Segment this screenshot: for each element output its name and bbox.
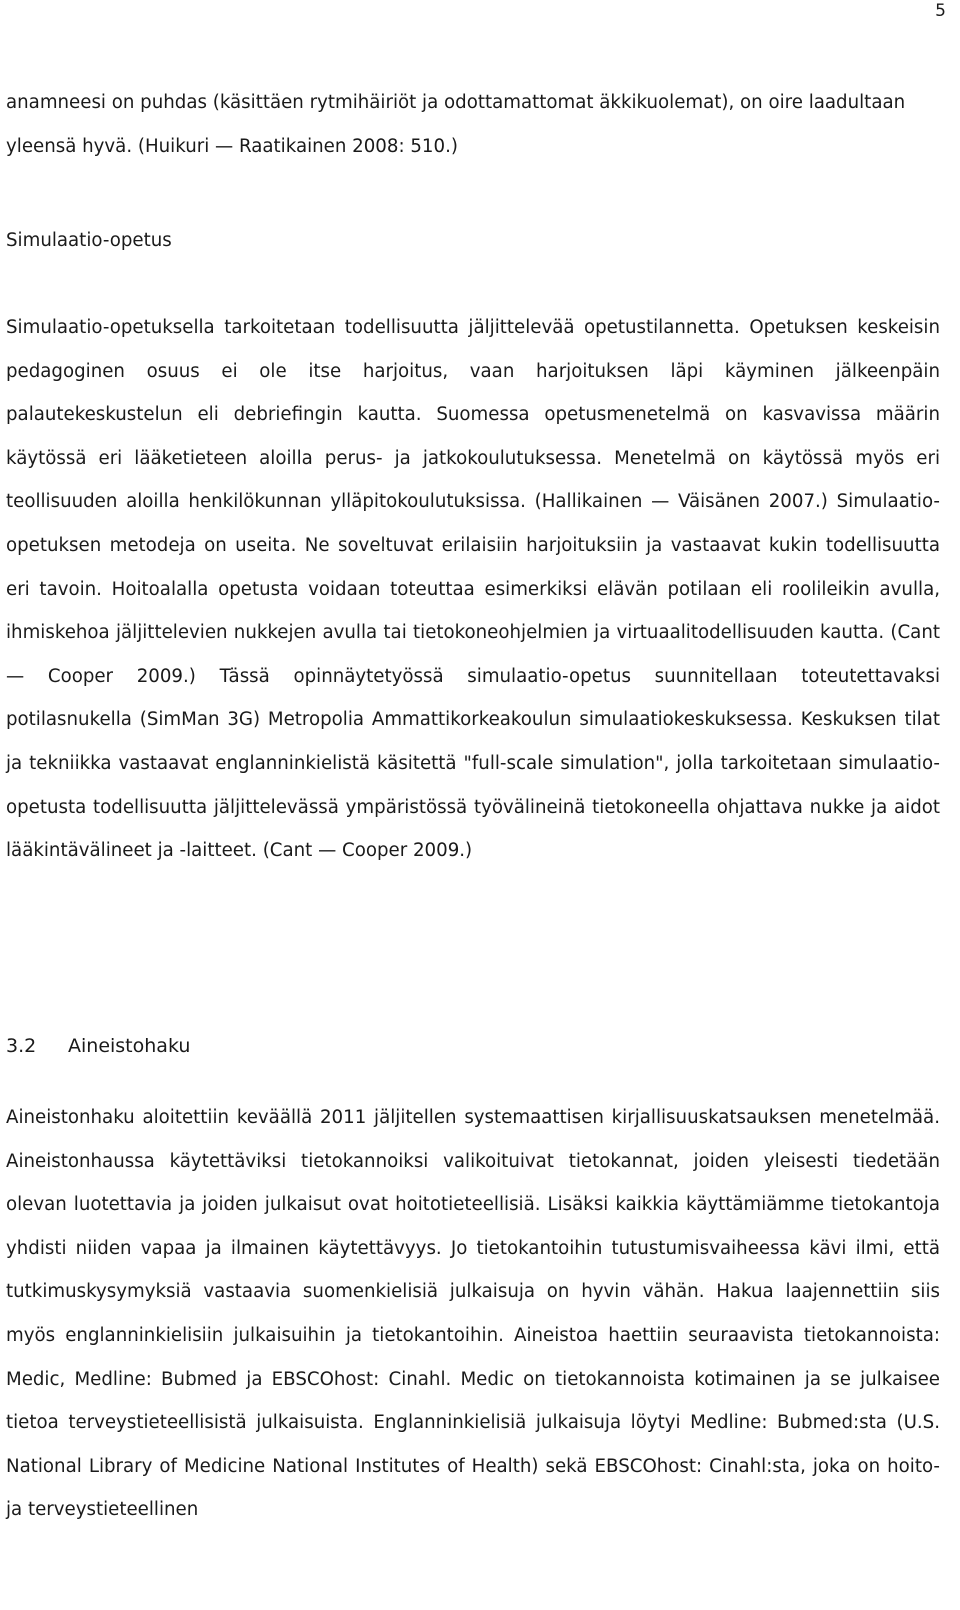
paragraph-aineistohaku: Aineistonhaku aloitettiin keväällä 2011 jäljitellen systemaattisen kirjallisuuskatsauksen menetelmää. Aineistonhaussa käytettäviksi tietokannoiksi valikoituivat tietokannat, joiden yleisesti tiedetään olevan luotettavia ja joiden julkaisut ovat hoitotieteellisiä. Lisäksi kaikkia käyttämiämme tietokantoja yhdisti niiden vapaa ja ilmainen käytettävyys. Jo tietokantoihin tutustumisvaiheessa kävi ilmi, että tutkimuskysymyksiä vastaavia suomenkielisiä julkaisuja on hyvin vähän. Hakua laajennettiin siis myös englanninkielisiin julkaisuihin ja tietokantoihin. Aineistoa haettiin seuraavista tietokannoista: Medic, Medline: Bubmed ja EBSCOhost: Cinahl. Medic on tietokannoista kotimainen ja se julkaisee tietoa terveystieteellisistä julkaisuista. Englanninkielisiä julkaisuja löytyi Medline: Bubmed:sta (U.S. National Library of Medicine National Institutes of Health) sekä EBSCOhost: Cinahl:sta, joka on hoito- ja terveystieteellinen <box>6 1107 940 1521</box>
paragraph-simulaatio-opetus: Simulaatio-opetuksella tarkoitetaan todellisuutta jäljittelevää opetustilannetta. Opetuksen keskeisin pedagoginen osuus ei ole itse harjoitus, vaan harjoituksen läpi käyminen jälkeenpäin palautekeskustelun eli debriefingin kautta. Suomessa opetusmenetelmä on kasvavissa määrin käytössä eri lääketieteen aloilla perus- ja jatkokoulutuksessa. Menetelmä on käytössä myös eri teollisuuden aloilla henkilökunnan ylläpitokoulutuksissa. (Hallikainen — Väisänen 2007.) Simulaatio-opetuksen metodeja on useita. Ne soveltuvat erilaisiin harjoituksiin ja vastaavat kukin todellisuutta eri tavoin. Hoitoalalla opetusta voidaan toteuttaa esimerkiksi elävän potilaan eli roolileikin avulla, ihmiskehoa jäljittelevien nukkejen avulla tai tietokoneohjelmien ja virtuaalitodellisuuden kautta. (Cant — Cooper 2009.) Tässä opinnäytetyössä simulaatio-opetus suunnitellaan toteutettavaksi potilasnukella (SimMan 3G) Metropolia Ammattikorkeakoulun simulaatiokeskuksessa. Keskuksen tilat ja tekniikka vastaavat englanninkielistä käsitettä "full-scale simulation", jolla tarkoitetaan simulaatio-opetusta todellisuutta jäljittelevässä ympäristössä työvälineinä tietokoneella ohjattava nukke ja aidot lääkintävälineet ja -laitteet. (Cant — Cooper 2009.) <box>6 317 940 862</box>
section-title: Aineistohaku <box>68 1035 191 1057</box>
section-number: 3.2 <box>6 1035 37 1057</box>
page-number: 5 <box>935 1 946 21</box>
intro-paragraph: anamneesi on puhdas (käsittäen rytmihäiriöt ja odottamattomat äkkikuolemat), on oire laadultaan yleensä hyvä. (Huikuri — Raatikainen 2008: 510.) <box>6 92 906 157</box>
section-heading-simulaatio: Simulaatio-opetus <box>6 230 172 251</box>
section-heading-aineistohaku <box>6 1031 190 1061</box>
